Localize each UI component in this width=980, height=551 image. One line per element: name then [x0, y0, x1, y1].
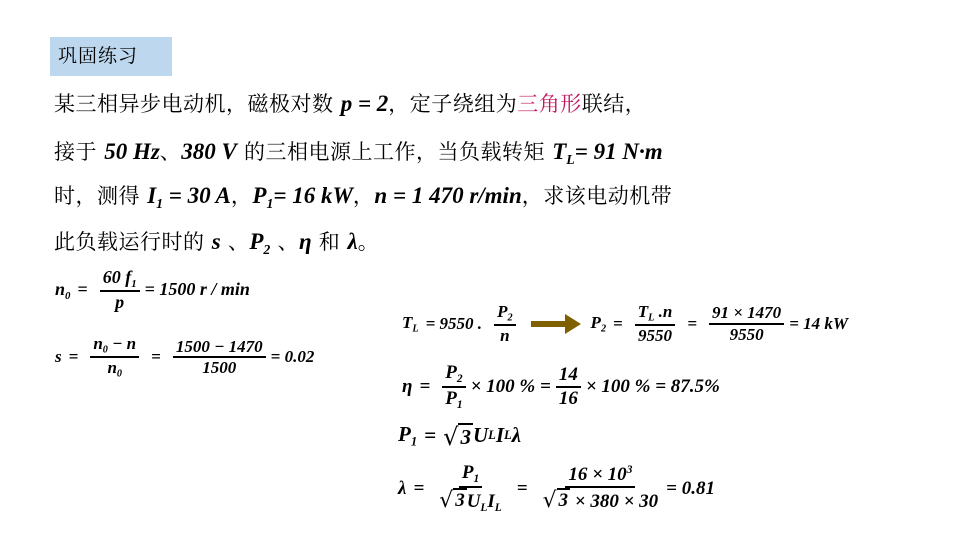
numerator	[442, 362, 465, 388]
sym: P	[445, 388, 457, 410]
numerator	[565, 464, 635, 488]
lhs	[55, 279, 70, 302]
radicand: 3	[460, 424, 471, 449]
sym: P	[398, 422, 411, 446]
eq-n0	[55, 267, 250, 313]
sym: = 91 N·m	[574, 139, 663, 164]
text: ，定子绕组为	[388, 92, 518, 116]
text: 、	[270, 230, 299, 254]
sym: P	[590, 313, 601, 333]
numerator: 91 × 1470	[709, 303, 784, 325]
math: p = 2	[340, 91, 389, 116]
text: 某三相异步电动机，磁极对数	[54, 92, 341, 116]
math: η	[298, 229, 312, 254]
result: = 1500 r / min	[144, 279, 250, 300]
denominator	[436, 488, 505, 515]
equals: =	[424, 423, 437, 448]
denominator	[442, 388, 465, 412]
result: = 0.81	[666, 477, 715, 499]
lhs: s	[55, 347, 62, 367]
sym: × 380 × 30	[570, 491, 659, 513]
text: ，求该电动机带	[521, 184, 673, 208]
math: s	[211, 229, 221, 254]
result: = 0.02	[270, 347, 315, 367]
sub: L	[504, 428, 512, 443]
sym: P	[497, 302, 508, 321]
sub: 1	[410, 434, 418, 449]
sym: U	[472, 423, 489, 448]
sym: U	[466, 491, 481, 513]
sym: T	[637, 302, 649, 321]
text: 的三相电源上工作，当负载转矩	[236, 140, 553, 164]
sym: P	[249, 229, 264, 254]
text: 和	[311, 230, 348, 254]
math	[552, 139, 663, 167]
sub: 2	[507, 312, 513, 324]
denominator	[104, 358, 125, 380]
equals: =	[77, 279, 88, 300]
denominator: 9550	[638, 326, 673, 346]
equals: =	[687, 313, 697, 333]
problem-line-1	[54, 88, 646, 118]
superscript: 3	[626, 464, 633, 477]
eq-input-power	[398, 422, 521, 449]
sub: 1	[156, 195, 164, 211]
text: 。	[357, 230, 380, 254]
numerator: 14	[556, 364, 581, 388]
sub: L	[648, 312, 655, 324]
sym: T	[552, 139, 567, 164]
sub: L	[412, 323, 419, 335]
coefficient: = 9550 .	[425, 313, 483, 333]
sub: 0	[102, 344, 108, 356]
result: × 100 % = 87.5%	[585, 376, 720, 398]
numerator	[494, 302, 515, 326]
equals: =	[151, 347, 161, 367]
lhs	[398, 422, 417, 449]
eq-power-factor	[398, 462, 715, 515]
arrow-right-icon	[531, 314, 581, 334]
numerator	[100, 267, 140, 292]
sub: 1	[473, 472, 480, 485]
text: 、	[220, 230, 250, 254]
fraction	[635, 302, 676, 346]
lhs	[591, 313, 606, 335]
numerator	[90, 334, 139, 358]
sym: .n	[654, 302, 673, 321]
sub: 0	[116, 368, 122, 380]
sqrt: √ 3	[443, 422, 471, 451]
sym: λ	[511, 423, 522, 448]
sub: L	[566, 151, 575, 167]
denominator: 9550	[729, 324, 764, 344]
sym: n	[107, 358, 117, 378]
sym: 60 f	[102, 267, 132, 287]
text: 此负载运行时的	[54, 230, 212, 254]
equals: =	[68, 347, 79, 367]
fraction	[494, 302, 515, 346]
text: 接于	[54, 140, 105, 164]
text: 联结，	[581, 92, 647, 116]
denominator: 16	[558, 388, 578, 410]
lhs: η	[402, 376, 413, 398]
math	[147, 183, 231, 211]
sub: 0	[65, 289, 71, 302]
sym: P	[252, 183, 267, 208]
text: ，	[230, 184, 253, 208]
sub: 1	[131, 277, 137, 290]
sub: L	[488, 428, 496, 443]
sym: I	[147, 183, 157, 208]
math: 50 Hz	[104, 139, 160, 164]
highlight-text: 三角形	[517, 92, 582, 116]
eq-efficiency	[402, 362, 720, 412]
sub: 2	[263, 241, 271, 257]
math	[252, 183, 353, 211]
math: n = 1 470 r/min	[374, 183, 522, 208]
sub: 1	[266, 195, 274, 211]
sub: L	[480, 502, 488, 515]
denominator: p	[115, 292, 125, 313]
fraction	[442, 362, 465, 412]
math: 380 V	[181, 139, 237, 164]
sub: 2	[600, 323, 607, 335]
sym: P	[461, 462, 474, 483]
text: 时，测得	[54, 184, 148, 208]
result: = 14 kW	[789, 313, 848, 333]
sym: n	[93, 334, 103, 353]
problem-line-3	[54, 180, 672, 212]
operator: × 100 % =	[470, 376, 551, 398]
section-title: 巩固练习	[50, 37, 172, 76]
radicand: 3	[455, 490, 465, 512]
denominator: 1500	[202, 358, 237, 378]
numerator: 1500 − 1470	[173, 337, 266, 359]
eq-slip	[55, 334, 314, 381]
sub: 1	[456, 399, 463, 412]
lhs	[402, 313, 419, 335]
sym: = 30 A	[163, 183, 231, 208]
equals: =	[419, 376, 431, 398]
numerator	[459, 462, 482, 488]
lhs: λ	[398, 477, 407, 499]
equals: =	[413, 477, 425, 499]
sym: 16 × 10	[568, 464, 627, 486]
fraction	[90, 334, 139, 381]
text: 、	[159, 140, 182, 164]
sym: n	[55, 278, 66, 299]
problem-line-4	[54, 226, 379, 258]
numerator	[635, 302, 676, 326]
fraction	[173, 337, 266, 378]
text: ，	[352, 184, 375, 208]
sym: I	[487, 491, 495, 513]
sqrt: √ 3	[439, 488, 465, 514]
problem-line-2	[54, 136, 663, 168]
sym: − n	[107, 334, 137, 353]
fraction	[556, 364, 581, 410]
fraction	[436, 462, 505, 515]
sym: P	[445, 362, 457, 383]
fraction	[709, 303, 784, 344]
math	[249, 229, 271, 257]
fraction	[540, 464, 662, 513]
eq-torque	[402, 302, 848, 346]
sym: T	[402, 313, 413, 333]
radicand: 3	[558, 490, 569, 512]
sub: 2	[456, 372, 463, 385]
equals: =	[613, 313, 623, 333]
sub: L	[494, 502, 502, 515]
math: λ	[347, 229, 358, 254]
fraction	[100, 267, 140, 313]
sym: = 16 kW	[273, 183, 353, 208]
denominator	[540, 488, 662, 513]
sqrt: √ 3	[542, 488, 569, 514]
denominator: n	[500, 326, 510, 346]
sym: I	[495, 423, 505, 448]
equals: =	[516, 477, 528, 499]
